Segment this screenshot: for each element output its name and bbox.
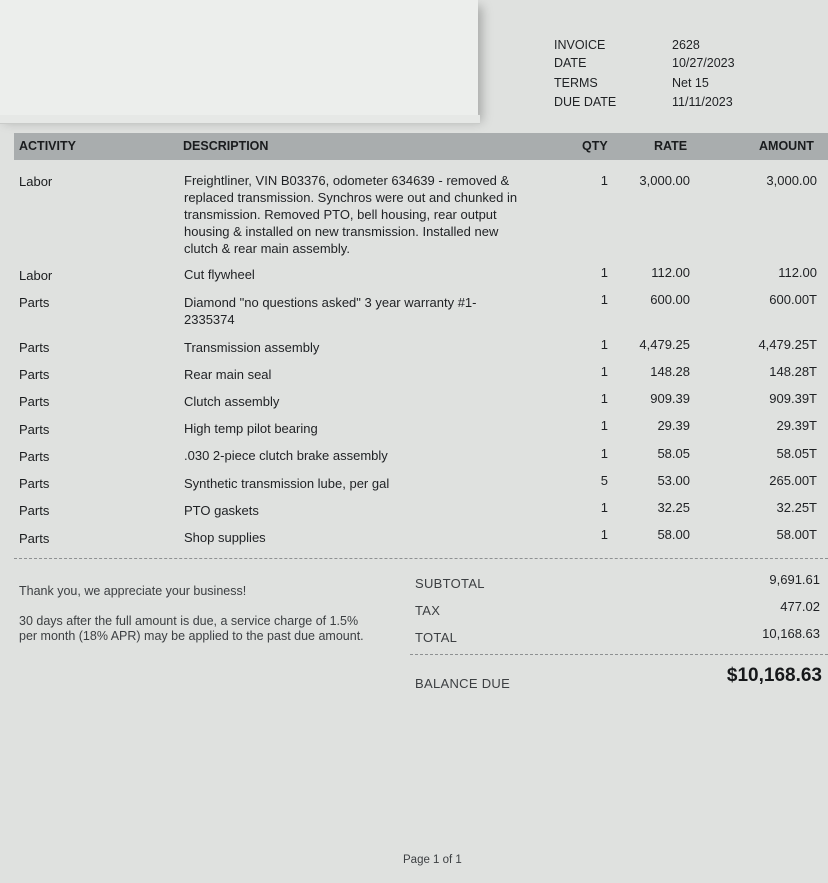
row-activity: Labor [19,268,53,283]
row-qty: 1 [600,391,608,406]
row-activity: Parts [19,503,50,518]
invoice-label: INVOICE [554,38,606,52]
row-description: Freightliner, VIN B03376, odometer 634639 - removed & replaced transmission. Synchros were out and chunked in transmission. Removed PTO, bell housing, rear output housing & installed on new transmission. Installed new clutch & rear main assembly. [184,173,518,256]
row-rate: 53.00 [657,473,690,488]
row-description: Diamond "no questions asked" 3 year warranty #1-2335374 [184,295,477,327]
page-number: Page 1 of 1 [403,854,462,866]
row-rate: 4,479.25 [639,337,690,352]
row-qty: 1 [600,500,608,515]
row-activity: Parts [19,531,50,546]
row-description: Clutch assembly [184,394,280,409]
row-qty: 5 [600,473,608,488]
row-qty: 1 [600,265,608,280]
row-rate: 32.25 [657,500,690,515]
row-description: Cut flywheel [184,267,255,282]
row-amount: 58.00T [776,527,817,542]
header-activity: ACTIVITY [19,139,76,153]
row-description: Transmission assembly [184,340,320,355]
date-label: DATE [554,56,587,70]
row-activity: Parts [19,476,50,491]
row-rate: 112.00 [651,265,690,280]
date-value: 10/27/2023 [672,56,735,70]
row-activity: Parts [19,422,50,437]
row-amount: 112.00 [778,265,817,280]
row-qty: 1 [600,337,608,352]
balance-due-label: BALANCE DUE [415,676,511,691]
table-header-band [14,133,828,160]
row-amount: 32.25T [776,500,817,515]
subtotal-value: 9,691.61 [769,572,820,587]
row-amount: 265.00T [769,473,817,488]
terms-label: TERMS [554,76,598,90]
total-value: 10,168.63 [762,626,820,641]
row-activity: Parts [19,295,50,310]
row-amount: 148.28T [769,364,817,379]
row-rate: 909.39 [650,391,690,406]
row-rate: 600.00 [650,292,690,307]
row-qty: 1 [600,527,608,542]
totals-divider [410,654,828,655]
row-qty: 1 [600,446,608,461]
row-description: Synthetic transmission lube, per gal [184,476,390,491]
service-charge-note-line1: 30 days after the full amount is due, a service charge of 1.5% [19,614,359,628]
row-amount: 58.05T [776,446,817,461]
balance-due-value: $10,168.63 [726,665,822,686]
service-charge-note-line2: per month (18% APR) may be applied to the past due amount. [19,629,364,643]
due-date-label: DUE DATE [554,95,617,109]
tax-label: TAX [415,603,441,618]
row-rate: 58.05 [657,446,690,461]
tax-value: 477.02 [780,599,820,614]
subtotal-label: SUBTOTAL [415,576,485,591]
row-qty: 1 [600,364,608,379]
row-activity: Labor [19,174,53,189]
row-rate: 148.28 [650,364,690,379]
row-rate: 3,000.00 [639,173,690,188]
row-qty: 1 [600,418,608,433]
row-amount: 600.00T [769,292,817,307]
row-amount: 29.39T [776,418,817,433]
row-description: Shop supplies [184,530,266,545]
row-amount: 909.39T [769,391,817,406]
terms-value: Net 15 [672,76,709,90]
header-rate: RATE [654,139,688,153]
row-activity: Parts [19,367,50,382]
row-activity: Parts [19,394,50,409]
invoice-number: 2628 [672,38,700,52]
header-amount: AMOUNT [759,139,814,153]
row-qty: 1 [600,173,608,188]
total-label: TOTAL [415,630,458,645]
overlapping-paper-sheet [0,0,478,116]
row-description: High temp pilot bearing [184,421,318,436]
row-description: PTO gaskets [184,503,259,518]
header-qty: QTY [582,139,608,153]
row-description: .030 2-piece clutch brake assembly [184,448,388,463]
row-rate: 58.00 [657,527,690,542]
table-divider [14,558,828,559]
row-rate: 29.39 [657,418,690,433]
row-description: Rear main seal [184,367,272,382]
row-activity: Parts [19,340,50,355]
row-qty: 1 [600,292,608,307]
thank-you-note: Thank you, we appreciate your business! [19,584,247,598]
header-description: DESCRIPTION [183,139,269,153]
due-date-value: 11/11/2023 [672,95,733,109]
row-amount: 3,000.00 [766,173,817,188]
row-amount: 4,479.25T [758,337,817,352]
row-activity: Parts [19,449,50,464]
